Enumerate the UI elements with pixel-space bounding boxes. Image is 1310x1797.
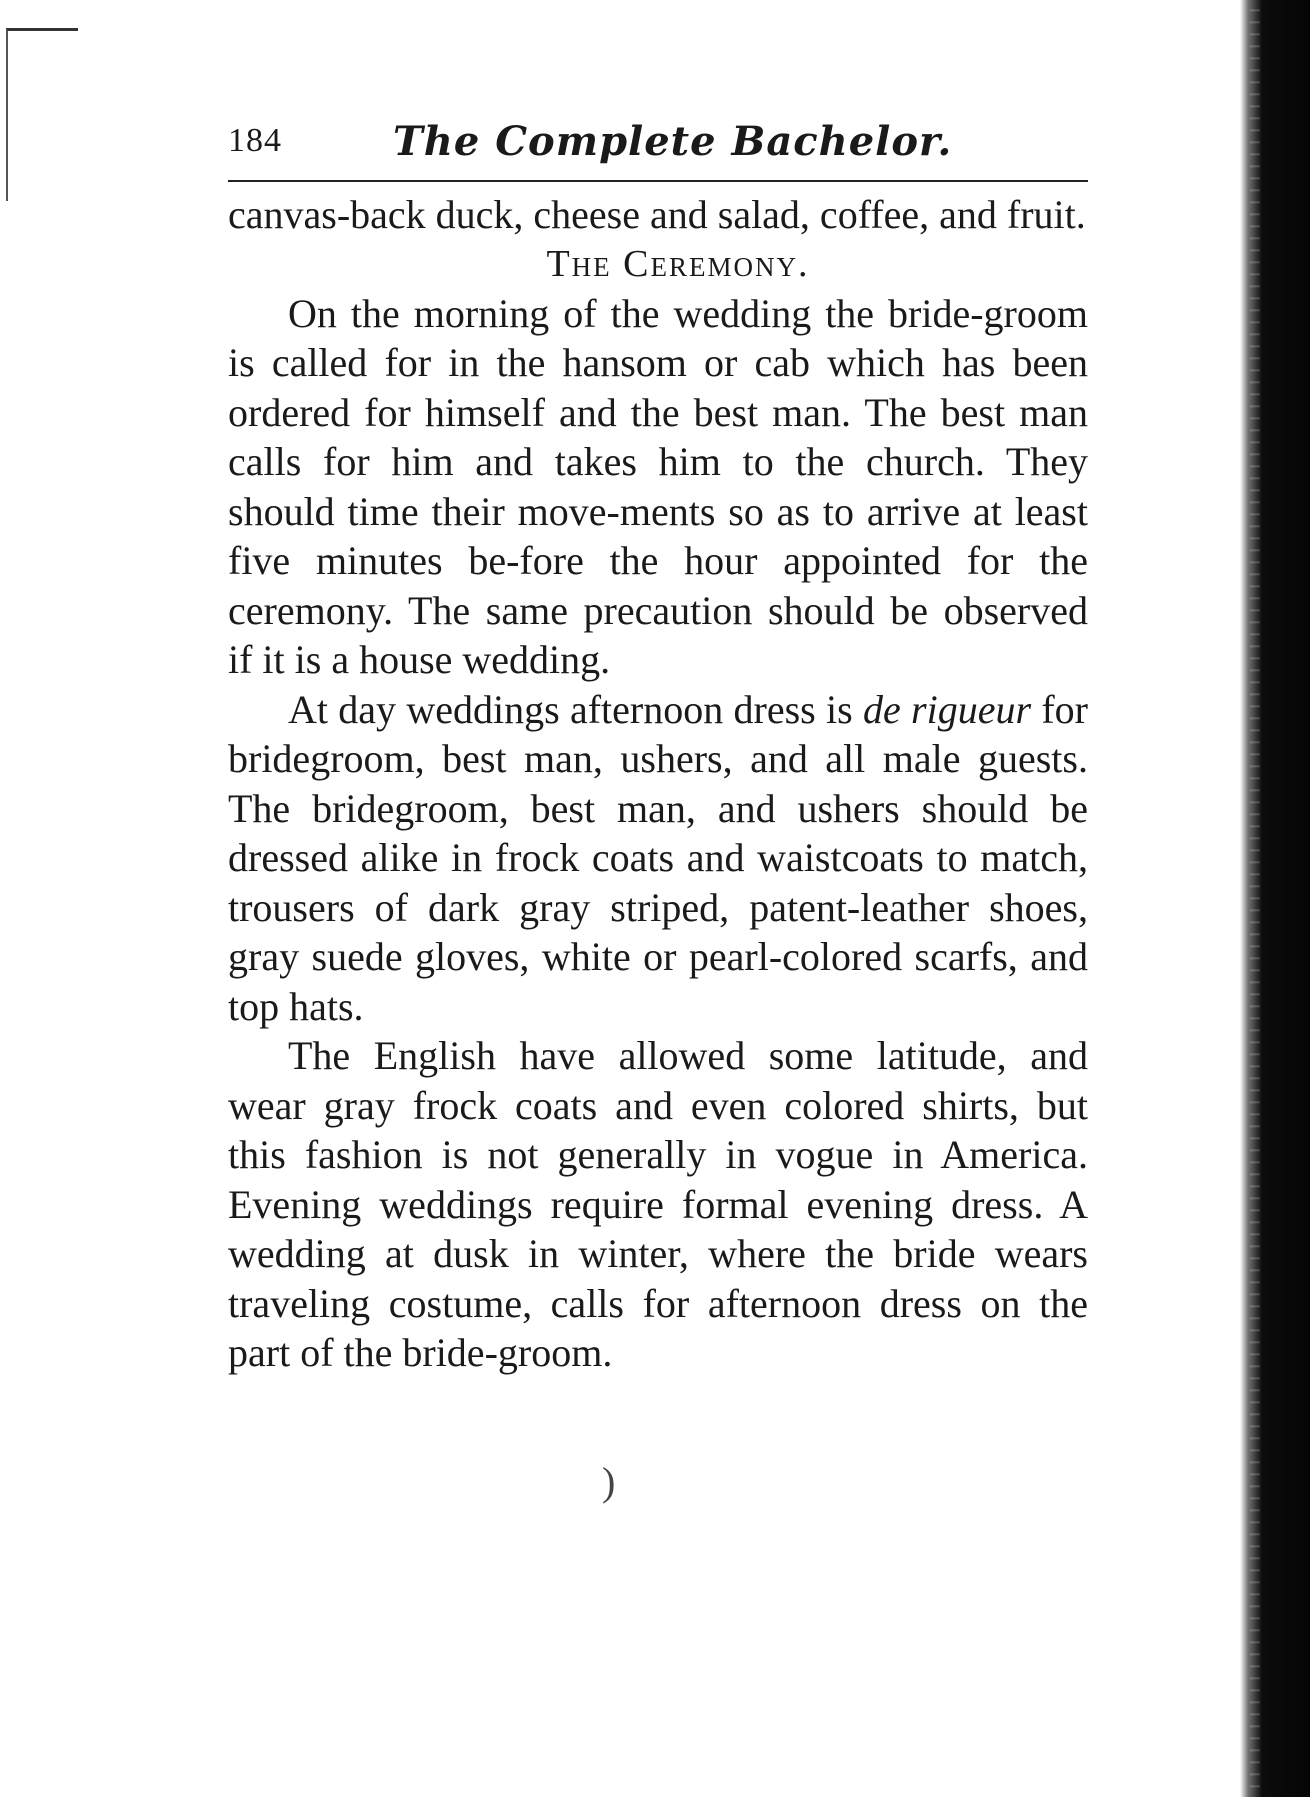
paragraph-3: The English have allowed some latitude, and wear gray frock coats and even colored shirts, but this fashion is not generally in vogue in America. Evening weddings require formal evening dress. A wedding at dusk in winter, where the bride wears traveling costume, calls for afternoon dress on the part of the bride-groom. — [228, 1033, 1088, 1375]
page-number: 184 — [228, 122, 282, 159]
continuation-paragraph: canvas-back duck, cheese and salad, coffee, and fruit. — [228, 192, 1086, 237]
bottom-mark: ) — [602, 1459, 616, 1504]
book-spine-grain — [1250, 0, 1260, 1797]
body-text — [228, 190, 1088, 1378]
paragraph-2-lead: At day weddings afternoon dress is — [288, 686, 853, 732]
paragraph-2 — [228, 685, 1088, 1032]
book-page — [228, 100, 1088, 1378]
paragraph-1: On the morning of the wedding the bride-groom is called for in the hansom or cab which has been ordered for himself and the best man. The best man calls for him and takes him to the church. They should time their move-ments so as to arrive at least five minutes be-fore the hour appointed for the ceremony. The same precaution should be observed if it is a house wedding. — [228, 290, 1088, 682]
running-head: The Complete Bachelor. — [393, 118, 953, 165]
page-header — [228, 100, 1088, 182]
paragraph-2-rest: for bridegroom, best man, ushers, and all male guests. The bridegroom, best man, and ushers should be dressed alike in frock coats and waistcoats to match, trousers of dark gray striped, patent-leather shoes, gray suede gloves, white or pearl-colored scarfs, and top hats. — [228, 686, 1088, 1029]
scan-corner-mark — [6, 28, 78, 201]
section-heading: The Ceremony. — [546, 242, 810, 285]
paragraph-2-italic: de rigueur — [863, 686, 1032, 732]
